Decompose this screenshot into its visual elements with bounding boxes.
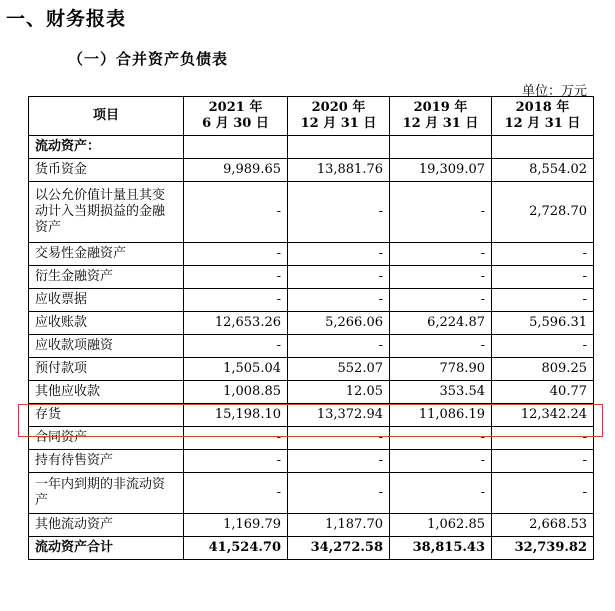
value-2020: - [288, 243, 390, 266]
row-label: 以公允价值计量且其变动计入当期损益的金融资产 [29, 182, 184, 243]
row-label: 其他流动资产 [29, 514, 184, 537]
value-2019: - [390, 450, 492, 473]
value-2021: 41,524.70 [184, 537, 288, 560]
header-2018-date: 12 月 31 日 [504, 116, 581, 131]
table-row-highlighted [29, 381, 594, 404]
value-2021: - [184, 473, 288, 514]
row-label: 应收账款 [29, 312, 184, 335]
value-2019: - [390, 289, 492, 312]
value-2018: - [492, 289, 594, 312]
section-heading: 一、财务报表 [6, 8, 127, 30]
balance-sheet-table [28, 96, 594, 560]
table-row [29, 289, 594, 312]
header-2021 [184, 97, 288, 136]
value-2020: - [288, 266, 390, 289]
value-2018: - [492, 450, 594, 473]
row-label: 货币资金 [29, 159, 184, 182]
value-2018: - [492, 266, 594, 289]
header-2019 [390, 97, 492, 136]
value-2019: - [390, 427, 492, 450]
value-2021: 1,505.04 [184, 358, 288, 381]
empty-cell [288, 136, 390, 159]
table-row [29, 427, 594, 450]
empty-cell [492, 136, 594, 159]
table-row [29, 404, 594, 427]
value-2018: - [492, 335, 594, 358]
value-2019: 778.90 [390, 358, 492, 381]
value-2021: 1,169.79 [184, 514, 288, 537]
value-2021: - [184, 289, 288, 312]
header-2021-date: 6 月 30 日 [202, 116, 269, 131]
value-2020: - [288, 289, 390, 312]
value-2021: - [184, 427, 288, 450]
header-2020-year: 2020 年 [311, 100, 366, 115]
value-2018: - [492, 473, 594, 514]
value-2020: - [288, 335, 390, 358]
value-2018: 12,342.24 [492, 404, 594, 427]
empty-cell [390, 136, 492, 159]
value-2020: 5,266.06 [288, 312, 390, 335]
table-row [29, 312, 594, 335]
header-2018-year: 2018 年 [515, 100, 570, 115]
value-2019: 6,224.87 [390, 312, 492, 335]
value-2021: - [184, 243, 288, 266]
header-2020 [288, 97, 390, 136]
header-2020-date: 12 月 31 日 [300, 116, 377, 131]
value-2020: 12.05 [288, 381, 390, 404]
value-2018: 8,554.02 [492, 159, 594, 182]
table-row [29, 450, 594, 473]
value-2019: - [390, 266, 492, 289]
value-2019: - [390, 335, 492, 358]
row-label: 预付款项 [29, 358, 184, 381]
value-2020: - [288, 473, 390, 514]
table-title: （一）合并资产负债表 [68, 50, 229, 68]
value-2020: - [288, 427, 390, 450]
header-2018 [492, 97, 594, 136]
row-label: 衍生金融资产 [29, 266, 184, 289]
value-2020: 34,272.58 [288, 537, 390, 560]
table-row [29, 335, 594, 358]
value-2021: - [184, 335, 288, 358]
row-label: 持有待售资产 [29, 450, 184, 473]
value-2020: 552.07 [288, 358, 390, 381]
total-row [29, 537, 594, 560]
table-row [29, 159, 594, 182]
header-item: 项目 [29, 97, 184, 136]
table-row [29, 266, 594, 289]
value-2018: 5,596.31 [492, 312, 594, 335]
value-2018: 40.77 [492, 381, 594, 404]
value-2020: - [288, 450, 390, 473]
value-2020: 13,881.76 [288, 159, 390, 182]
header-2019-date: 12 月 31 日 [402, 116, 479, 131]
value-2018: 2,728.70 [492, 182, 594, 243]
row-label: 一年内到期的非流动资产 [29, 473, 184, 514]
value-2021: - [184, 266, 288, 289]
value-2021: 12,653.26 [184, 312, 288, 335]
value-2018: - [492, 243, 594, 266]
empty-cell [184, 136, 288, 159]
value-2021: 1,008.85 [184, 381, 288, 404]
section-label: 流动资产： [29, 136, 184, 159]
value-2019: - [390, 243, 492, 266]
row-label: 其他应收款 [29, 381, 184, 404]
value-2020: 13,372.94 [288, 404, 390, 427]
unit-label: 单位：万元 [521, 84, 587, 99]
table-row [29, 358, 594, 381]
value-2019: 38,815.43 [390, 537, 492, 560]
value-2018: 32,739.82 [492, 537, 594, 560]
table-row [29, 182, 594, 243]
section-row [29, 136, 594, 159]
row-label: 合同资产 [29, 427, 184, 450]
value-2019: - [390, 473, 492, 514]
row-label: 交易性金融资产 [29, 243, 184, 266]
value-2020: - [288, 182, 390, 243]
value-2021: - [184, 182, 288, 243]
table-row [29, 514, 594, 537]
value-2020: 1,187.70 [288, 514, 390, 537]
value-2021: - [184, 450, 288, 473]
value-2018: 809.25 [492, 358, 594, 381]
row-label: 流动资产合计 [29, 537, 184, 560]
table-row [29, 243, 594, 266]
value-2021: 15,198.10 [184, 404, 288, 427]
row-label: 存货 [29, 404, 184, 427]
table-row [29, 473, 594, 514]
value-2019: 19,309.07 [390, 159, 492, 182]
value-2021: 9,989.65 [184, 159, 288, 182]
value-2019: - [390, 182, 492, 243]
header-2021-year: 2021 年 [208, 100, 263, 115]
value-2019: 353.54 [390, 381, 492, 404]
value-2019: 11,086.19 [390, 404, 492, 427]
value-2019: 1,062.85 [390, 514, 492, 537]
value-2018: 2,668.53 [492, 514, 594, 537]
value-2018: - [492, 427, 594, 450]
header-2019-year: 2019 年 [413, 100, 468, 115]
row-label: 应收款项融资 [29, 335, 184, 358]
row-label: 应收票据 [29, 289, 184, 312]
